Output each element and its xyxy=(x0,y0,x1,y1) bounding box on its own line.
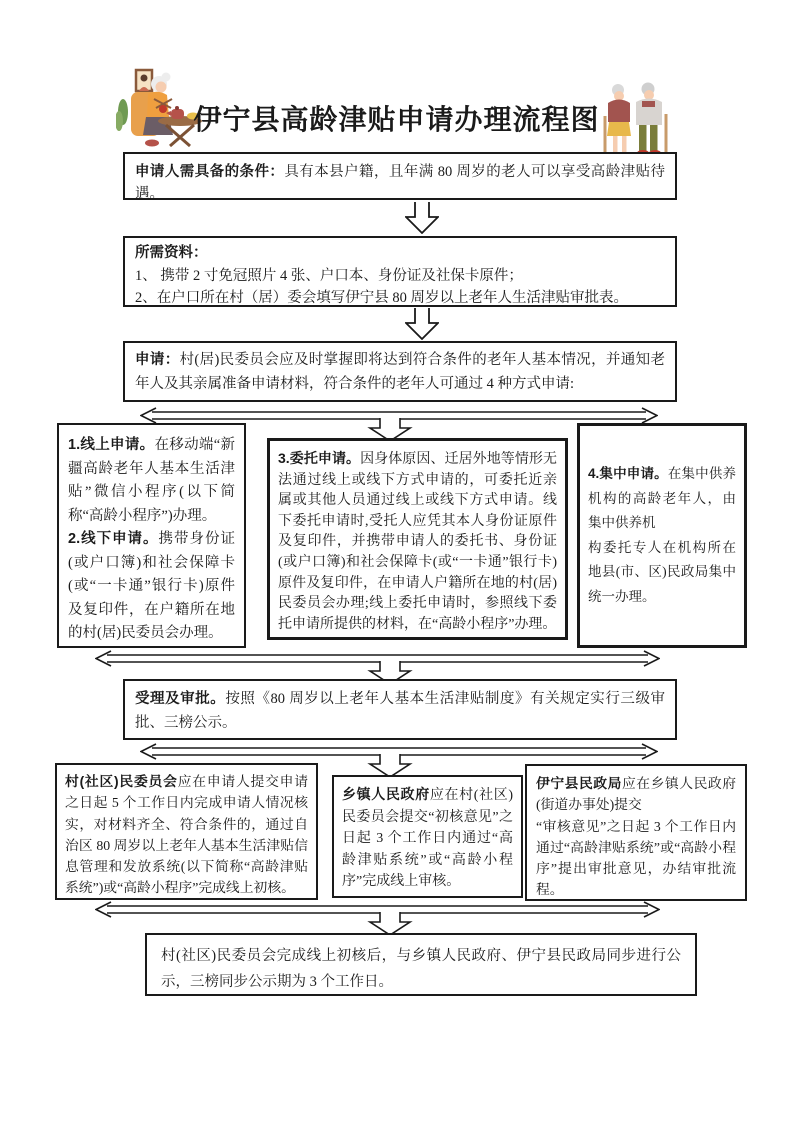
application-box xyxy=(123,341,677,402)
centralized-application-label: 4.集中申请。 xyxy=(588,466,668,481)
elderly-couple-walking-illustration xyxy=(598,82,674,160)
page-title: 伊宁县高龄津贴申请办理流程图 xyxy=(193,105,600,136)
offline-application-label: 2.线下申请。 xyxy=(68,531,159,547)
online-application-label: 1.线上申请。 xyxy=(68,437,155,453)
conditions-label: 申请人需具备的条件： xyxy=(135,164,285,180)
county-civil-affairs-box xyxy=(525,764,747,901)
materials-item-2: 2、在户口所在村（居）委会填写伊宁县 80 周岁以上老年人生活津贴审批表。 xyxy=(135,290,628,306)
online-application-text: 在移动端“新疆高龄老年人基本生活津贴”微信小程序(以下简称“高龄小程序”)办理。 xyxy=(68,437,235,524)
converge-arrow-icon xyxy=(95,900,660,936)
county-civil-affairs-text-1: 应在乡镇人民政府(街道办事处)提交 xyxy=(536,776,737,813)
township-government-box xyxy=(332,775,523,898)
county-civil-affairs-label: 伊宁县民政局 xyxy=(536,776,622,791)
village-committee-label: 村(社区)民委员会 xyxy=(65,774,178,789)
township-government-text: 应在村(社区)民委员会提交“初核意见”之日起 3 个工作日内通过“高龄津贴系统”或“高龄小程序”完成线上审核。 xyxy=(342,788,514,889)
materials-box xyxy=(123,236,677,307)
centralized-application-box xyxy=(577,423,747,648)
entrusted-application-label: 3.委托申请。 xyxy=(278,450,361,466)
down-arrow-icon xyxy=(405,202,439,234)
online-offline-application-box xyxy=(57,423,246,648)
county-civil-affairs-text-2: “审核意见”之日起 3 个工作日内通过“高龄津贴系统”或“高龄小程序”提出审批意见，办结审批流程。 xyxy=(536,818,736,898)
village-committee-text: 应在申请人提交申请之日起 5 个工作日内完成申请人情况核实，对材料齐全、符合条件的，通过自治区 80 周岁以上老年人基本生活津贴信息管理和发放系统(以下简称“高龄津贴系统”)或“高龄小程序”完成线上初核。 xyxy=(65,774,308,896)
down-arrow-icon xyxy=(405,308,439,340)
materials-label: 所需资料： xyxy=(135,245,208,261)
application-text: 村(居)民委员会应及时掌握即将达到符合条件的老年人基本情况，并通知老年人及其亲属准备申请材料，符合条件的老年人可通过 4 种方式申请: xyxy=(135,352,666,392)
acceptance-approval-box xyxy=(123,679,677,740)
publicity-text: 村(社区)民委员会完成线上初核后，与乡镇人民政府、伊宁县民政局同步进行公示，三榜同步公示期为 3 个工作日。 xyxy=(161,948,681,990)
application-label: 申请： xyxy=(135,352,180,368)
entrusted-application-box xyxy=(267,438,568,640)
village-committee-box xyxy=(55,763,318,900)
acceptance-text: 按照《80 周岁以上老年人基本生活津贴制度》有关规定实行三级审批、三榜公示。 xyxy=(135,691,666,731)
entrusted-application-text: 因身体原因、迁居外地等情形无法通过线上或线下方式申请的，可委托近亲属或其他人员通过线上或线下方式申请。线下委托申请时,受托人应凭其本人身份证原件及复印件，并携带申请人的委托书、身份证(或户口簿)和社会保障卡(或“一卡通”银行卡)原件及复印件，在申请人户籍所在地的村(居)民委员会办理;线上委托申请时，参照线下委托申请所提供的材料，在“高龄小程序”办理。 xyxy=(278,452,557,632)
township-government-label: 乡镇人民政府 xyxy=(342,786,430,802)
centralized-application-text-1: 在集中供养机构的高龄老年人，由集中供养机 xyxy=(588,466,737,530)
conditions-box xyxy=(123,152,677,200)
conditions-text: 具有本县户籍，且年满 80 周岁的老人可以享受高龄津贴待遇。 xyxy=(135,164,666,202)
centralized-application-text-2: 构委托专人在机构所在地县(市、区)民政局集中统一办理。 xyxy=(588,539,736,604)
materials-item-1: 1、 携带 2 寸免冠照片 4 张、户口本、身份证及社保卡原件； xyxy=(135,267,523,284)
acceptance-label: 受理及审批。 xyxy=(135,691,226,707)
publicity-box xyxy=(145,933,697,996)
offline-application-text: 携带身份证(或户口簿)和社会保障卡(或“一卡通”银行卡)原件及复印件，在户籍所在地的村(居)民委员会办理。 xyxy=(68,531,236,641)
